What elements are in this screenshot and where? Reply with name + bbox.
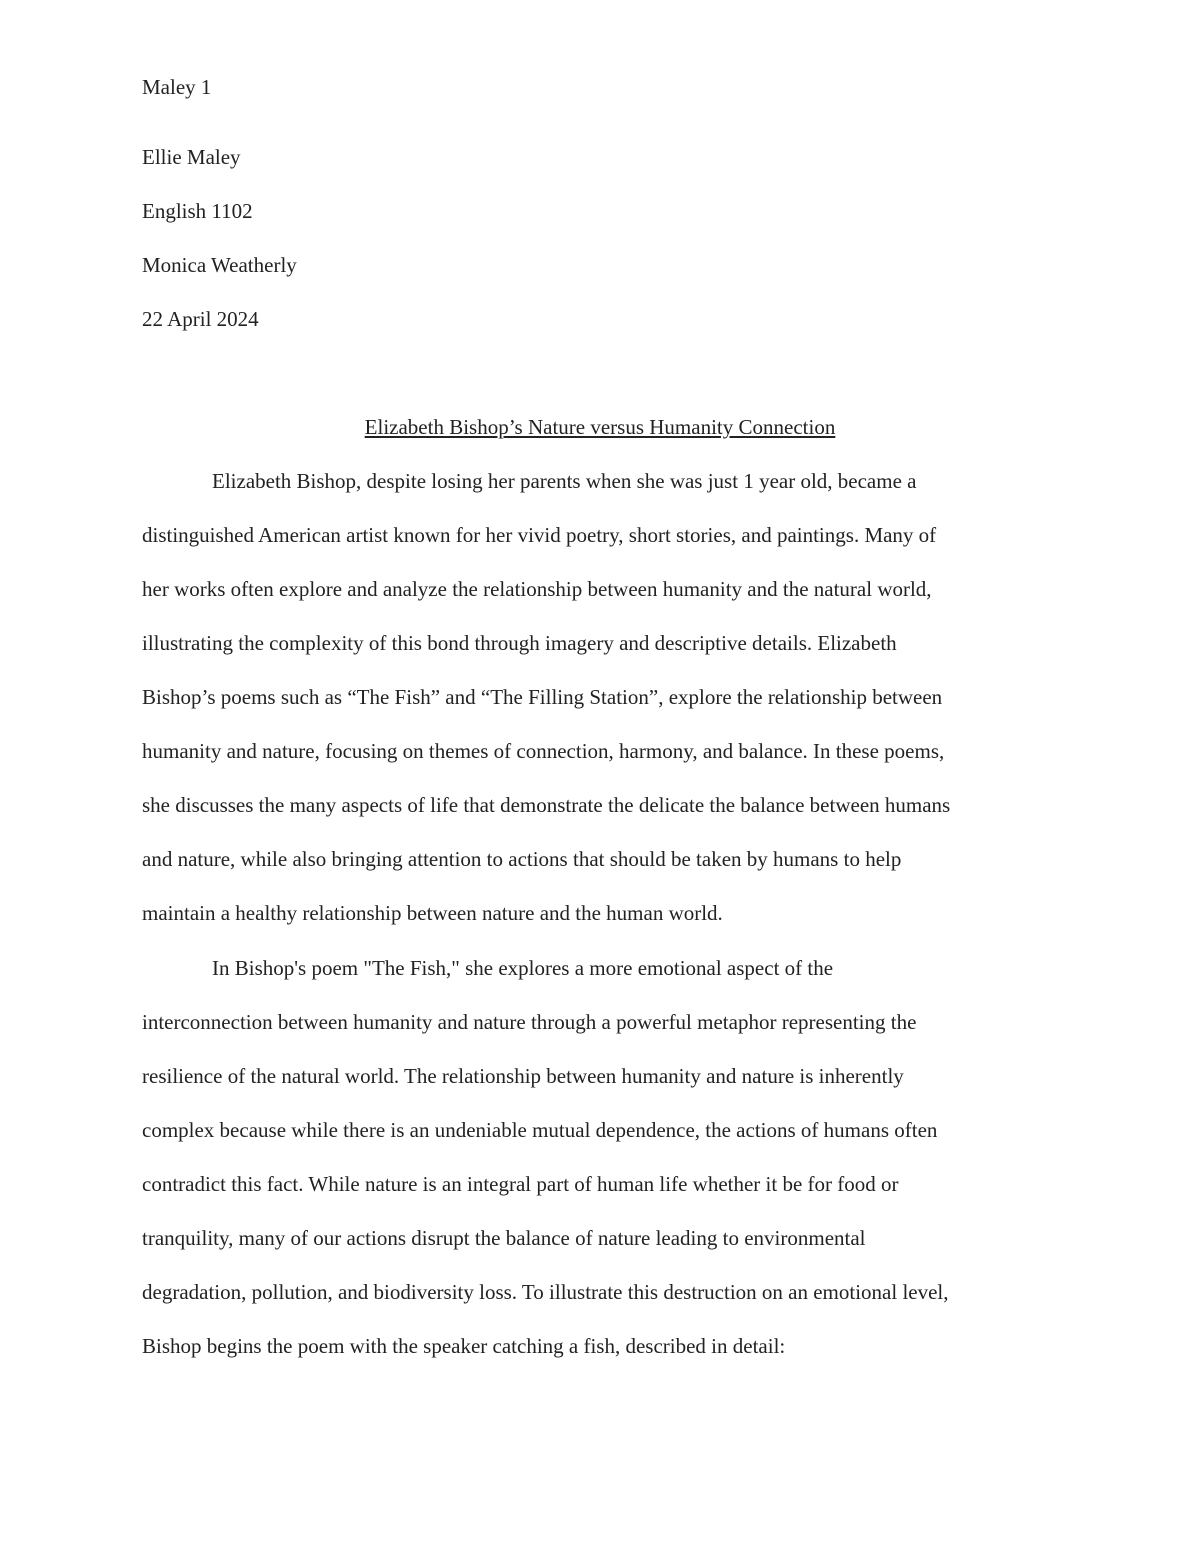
paragraph-line: Bishop’s poems such as “The Fish” and “The Filling Station”, explore the relationship between [142,685,943,709]
essay-date: 22 April 2024 [142,307,259,331]
course-name: English 1102 [142,199,253,223]
paragraph-line: resilience of the natural world. The relationship between humanity and nature is inherently [142,1064,904,1088]
essay-title [0,414,1200,440]
paragraph-line: In Bishop's poem "The Fish," she explores a more emotional aspect of the [212,956,834,980]
paragraph-line: her works often explore and analyze the relationship between humanity and the natural world, [142,577,932,601]
page-header-label: Maley 1 [142,75,212,99]
paragraph-line: interconnection between humanity and nature through a powerful metaphor representing the [142,1010,917,1034]
paragraph-line: Bishop begins the poem with the speaker catching a fish, described in detail: [142,1334,786,1358]
paragraph-line: maintain a healthy relationship between nature and the human world. [142,901,723,925]
paragraph-line: illustrating the complexity of this bond through imagery and descriptive details. Elizabeth [142,631,897,655]
paragraph-line: Elizabeth Bishop, despite losing her parents when she was just 1 year old, became a [212,469,917,493]
paragraph-line: and nature, while also bringing attention to actions that should be taken by humans to help [142,847,902,871]
author-name: Ellie Maley [142,145,241,169]
instructor-name: Monica Weatherly [142,253,297,277]
essay-title-text: Elizabeth Bishop’s Nature versus Humanity Connection [364,415,836,439]
paragraph-line: tranquility, many of our actions disrupt the balance of nature leading to environmental [142,1226,866,1250]
paragraph-line: contradict this fact. While nature is an integral part of human life whether it be for food or [142,1172,899,1196]
paragraph-line: humanity and nature, focusing on themes of connection, harmony, and balance. In these poems, [142,739,945,763]
paragraph-line: degradation, pollution, and biodiversity loss. To illustrate this destruction on an emotional level, [142,1280,949,1304]
paragraph-line: distinguished American artist known for her vivid poetry, short stories, and paintings. Many of [142,523,937,547]
paragraph-line: she discusses the many aspects of life that demonstrate the delicate the balance between humans [142,793,951,817]
paragraph-line: complex because while there is an undeniable mutual dependence, the actions of humans often [142,1118,938,1142]
